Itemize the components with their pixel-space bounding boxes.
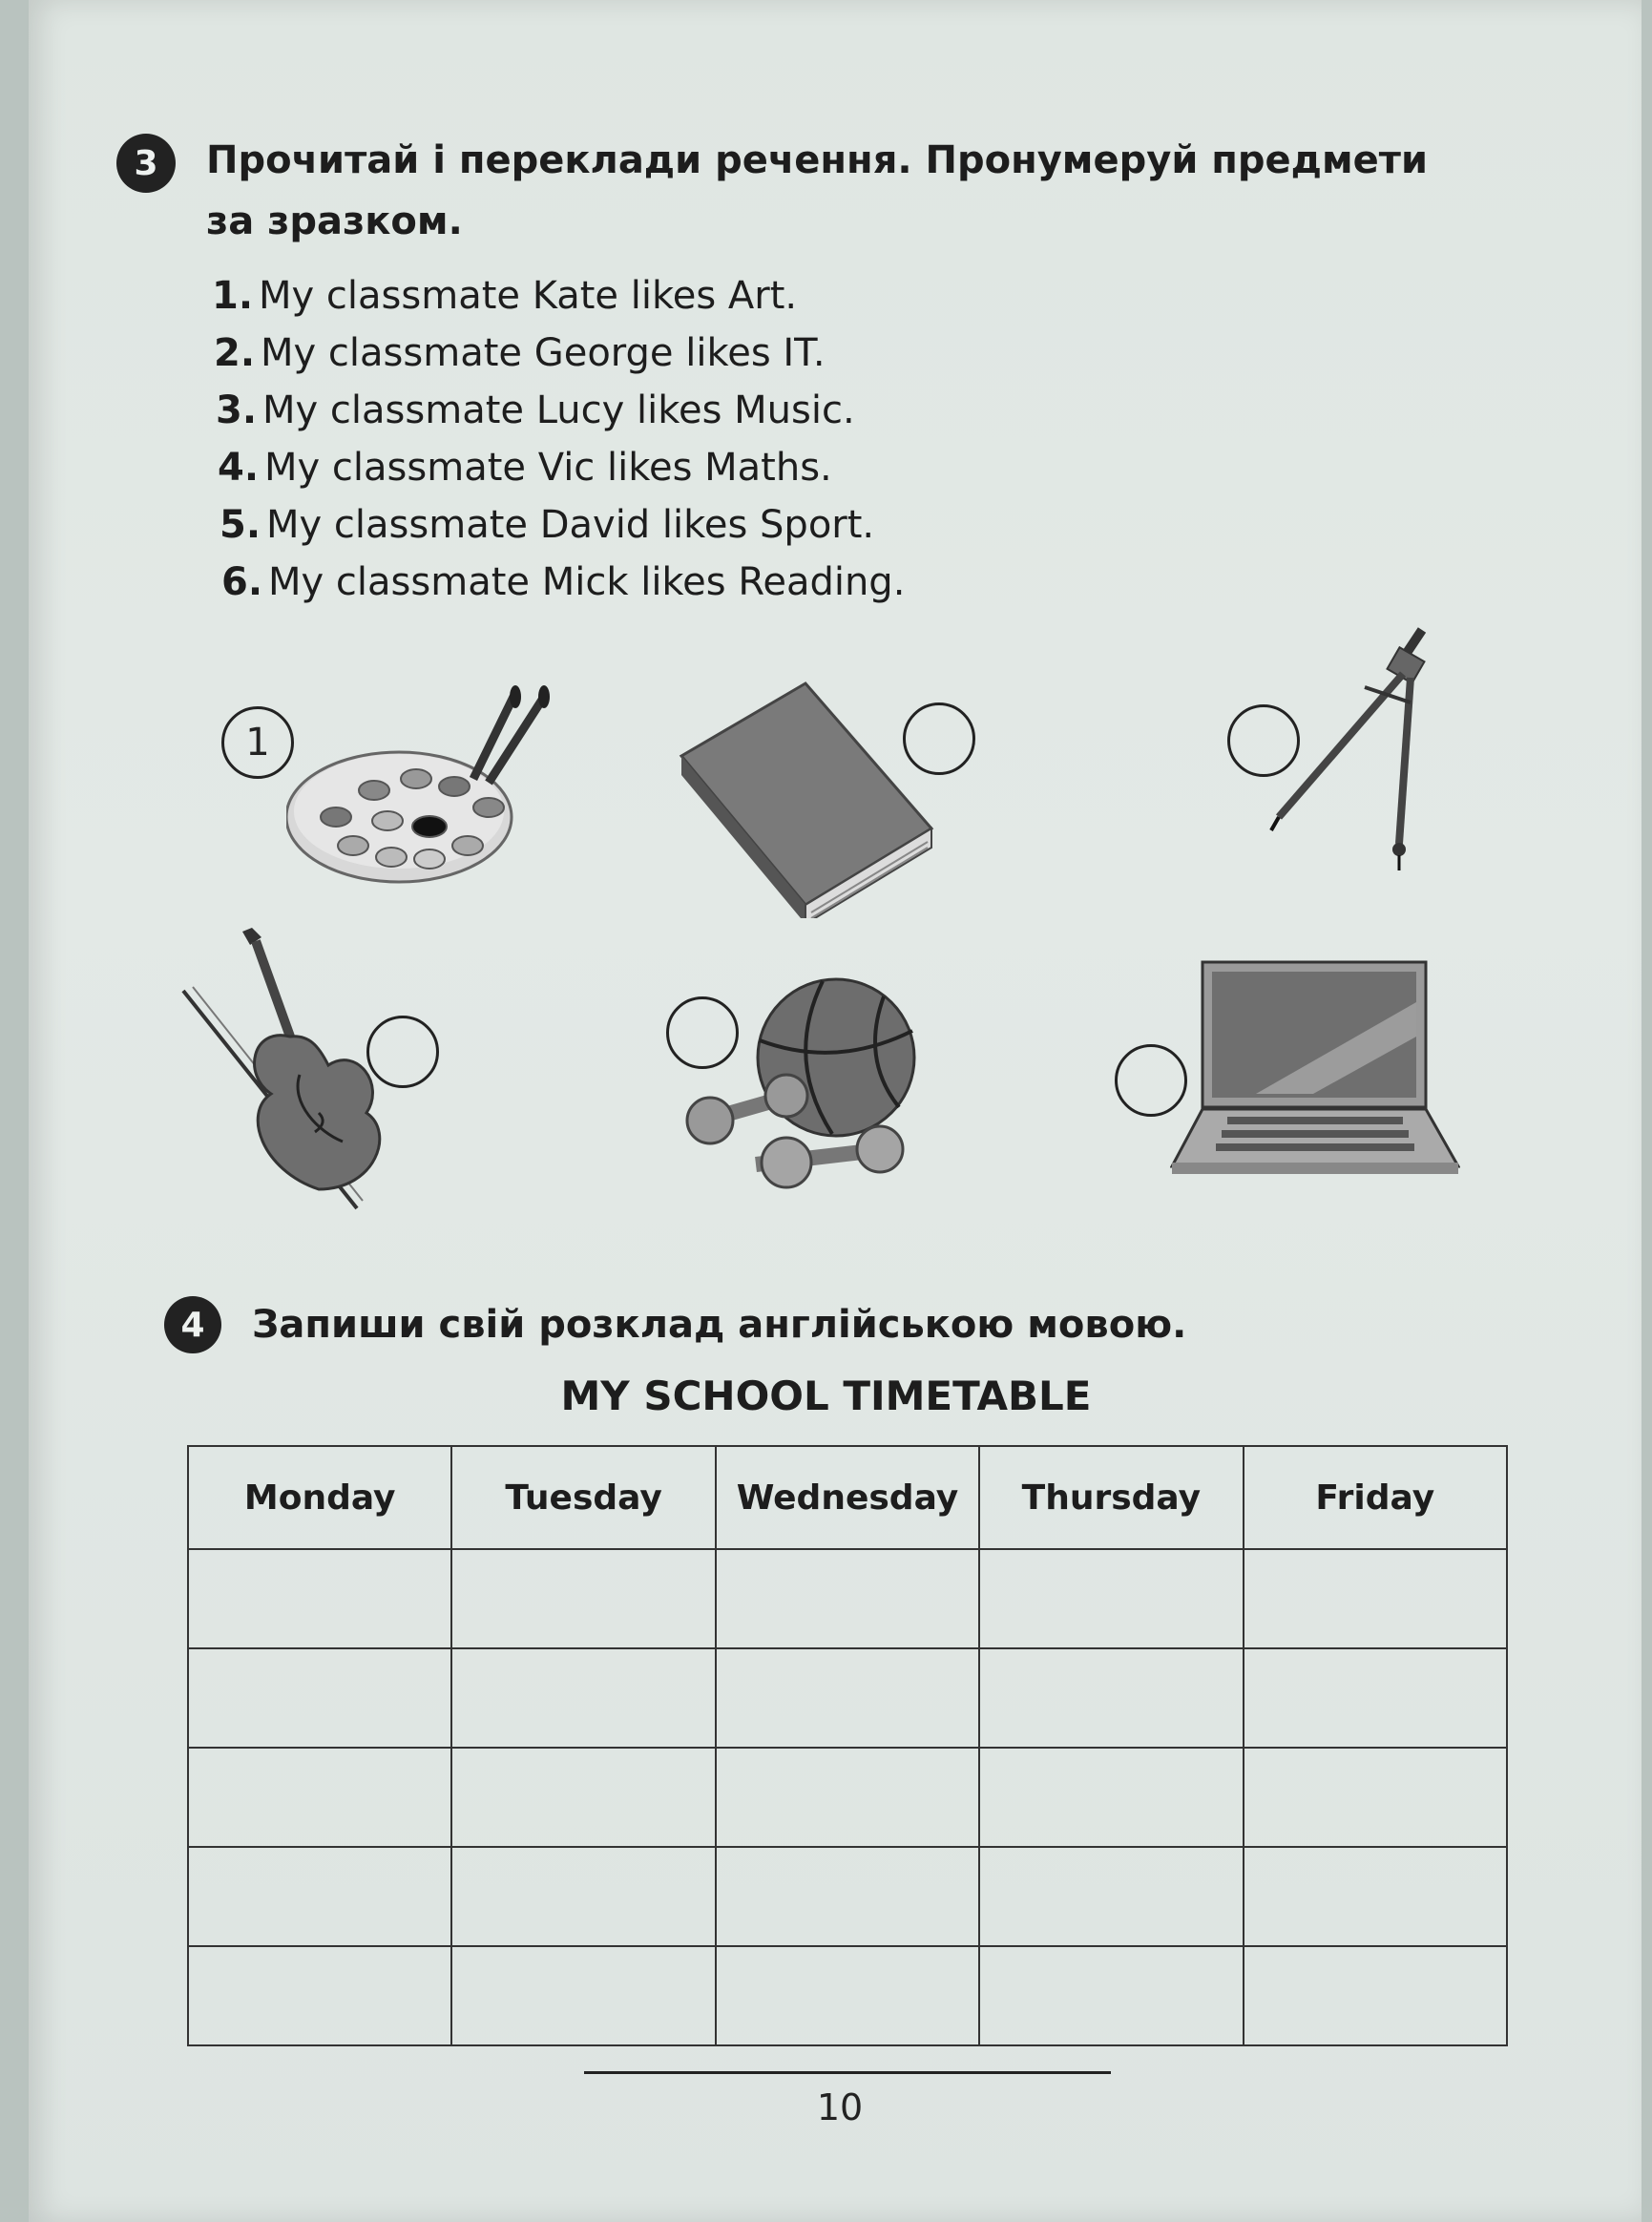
- timetable-cell[interactable]: [1244, 1847, 1507, 1946]
- exercise-4-instruction: Запиши свій розклад англійською мовою.: [252, 1303, 1187, 1347]
- timetable: [187, 1445, 1508, 2046]
- timetable-cell[interactable]: [716, 1549, 979, 1648]
- timetable-cell[interactable]: [451, 1748, 715, 1847]
- timetable-cell[interactable]: [451, 1549, 715, 1648]
- sentence-4: 4. My classmate Vic likes Maths.: [218, 446, 832, 490]
- exercise-3-instruction-line1: Прочитай і переклади речення. Пронумеруй предмети: [206, 138, 1429, 182]
- exercise-3-instruction-line2: за зразком.: [206, 199, 463, 243]
- timetable-cell[interactable]: [979, 1648, 1243, 1748]
- book-icon: [678, 680, 935, 918]
- timetable-cell[interactable]: [1244, 1946, 1507, 2045]
- violin-icon: [176, 922, 405, 1218]
- timetable-row: [188, 1946, 1507, 2045]
- timetable-cell[interactable]: [1244, 1648, 1507, 1748]
- palette-icon: [286, 683, 563, 893]
- timetable-cell[interactable]: [716, 1847, 979, 1946]
- timetable-body: [188, 1549, 1507, 2045]
- timetable-cell[interactable]: [979, 1847, 1243, 1946]
- answer-circle-palette[interactable]: 1: [221, 706, 294, 779]
- timetable-cell[interactable]: [451, 1946, 715, 2045]
- timetable-header-thursday: Thursday: [979, 1446, 1243, 1549]
- timetable-row: [188, 1549, 1507, 1648]
- timetable-cell[interactable]: [1244, 1748, 1507, 1847]
- timetable-cell[interactable]: [188, 1847, 451, 1946]
- timetable-cell[interactable]: [716, 1648, 979, 1748]
- sentence-2: 2. My classmate George likes IT.: [214, 331, 826, 375]
- timetable-cell[interactable]: [979, 1946, 1243, 2045]
- footer-rule: [584, 2071, 1111, 2074]
- timetable-row: [188, 1748, 1507, 1847]
- exercise-3-number: 3: [116, 134, 176, 193]
- compass-icon: [1269, 611, 1489, 878]
- timetable-header-monday: Monday: [188, 1446, 451, 1549]
- sentence-5: 5. My classmate David likes Sport.: [220, 503, 875, 547]
- exercise-4-number: 4: [164, 1296, 221, 1353]
- page-number: 10: [816, 2086, 864, 2128]
- timetable-cell[interactable]: [1244, 1549, 1507, 1648]
- timetable-cell[interactable]: [188, 1946, 451, 2045]
- timetable-cell[interactable]: [451, 1847, 715, 1946]
- timetable-header-tuesday: Tuesday: [451, 1446, 715, 1549]
- timetable-header-friday: Friday: [1244, 1446, 1507, 1549]
- sport-equipment-icon: [680, 974, 947, 1193]
- timetable-row: [188, 1847, 1507, 1946]
- sentence-list: [212, 267, 905, 611]
- timetable-title: MY SCHOOL TIMETABLE: [560, 1373, 1092, 1419]
- timetable-cell[interactable]: [188, 1549, 451, 1648]
- timetable-cell[interactable]: [716, 1946, 979, 2045]
- sentence-3: 3. My classmate Lucy likes Music.: [216, 388, 855, 432]
- timetable-cell[interactable]: [188, 1748, 451, 1847]
- timetable-cell[interactable]: [451, 1648, 715, 1748]
- timetable-cell[interactable]: [716, 1748, 979, 1847]
- timetable-cell[interactable]: [979, 1748, 1243, 1847]
- timetable-cell[interactable]: [188, 1648, 451, 1748]
- timetable-header-wednesday: Wednesday: [716, 1446, 979, 1549]
- sentence-6: 6. My classmate Mick likes Reading.: [221, 560, 906, 604]
- sentence-1: 1. My classmate Kate likes Art.: [212, 274, 798, 318]
- timetable-row: [188, 1648, 1507, 1748]
- timetable-cell[interactable]: [979, 1549, 1243, 1648]
- laptop-icon: [1170, 960, 1460, 1176]
